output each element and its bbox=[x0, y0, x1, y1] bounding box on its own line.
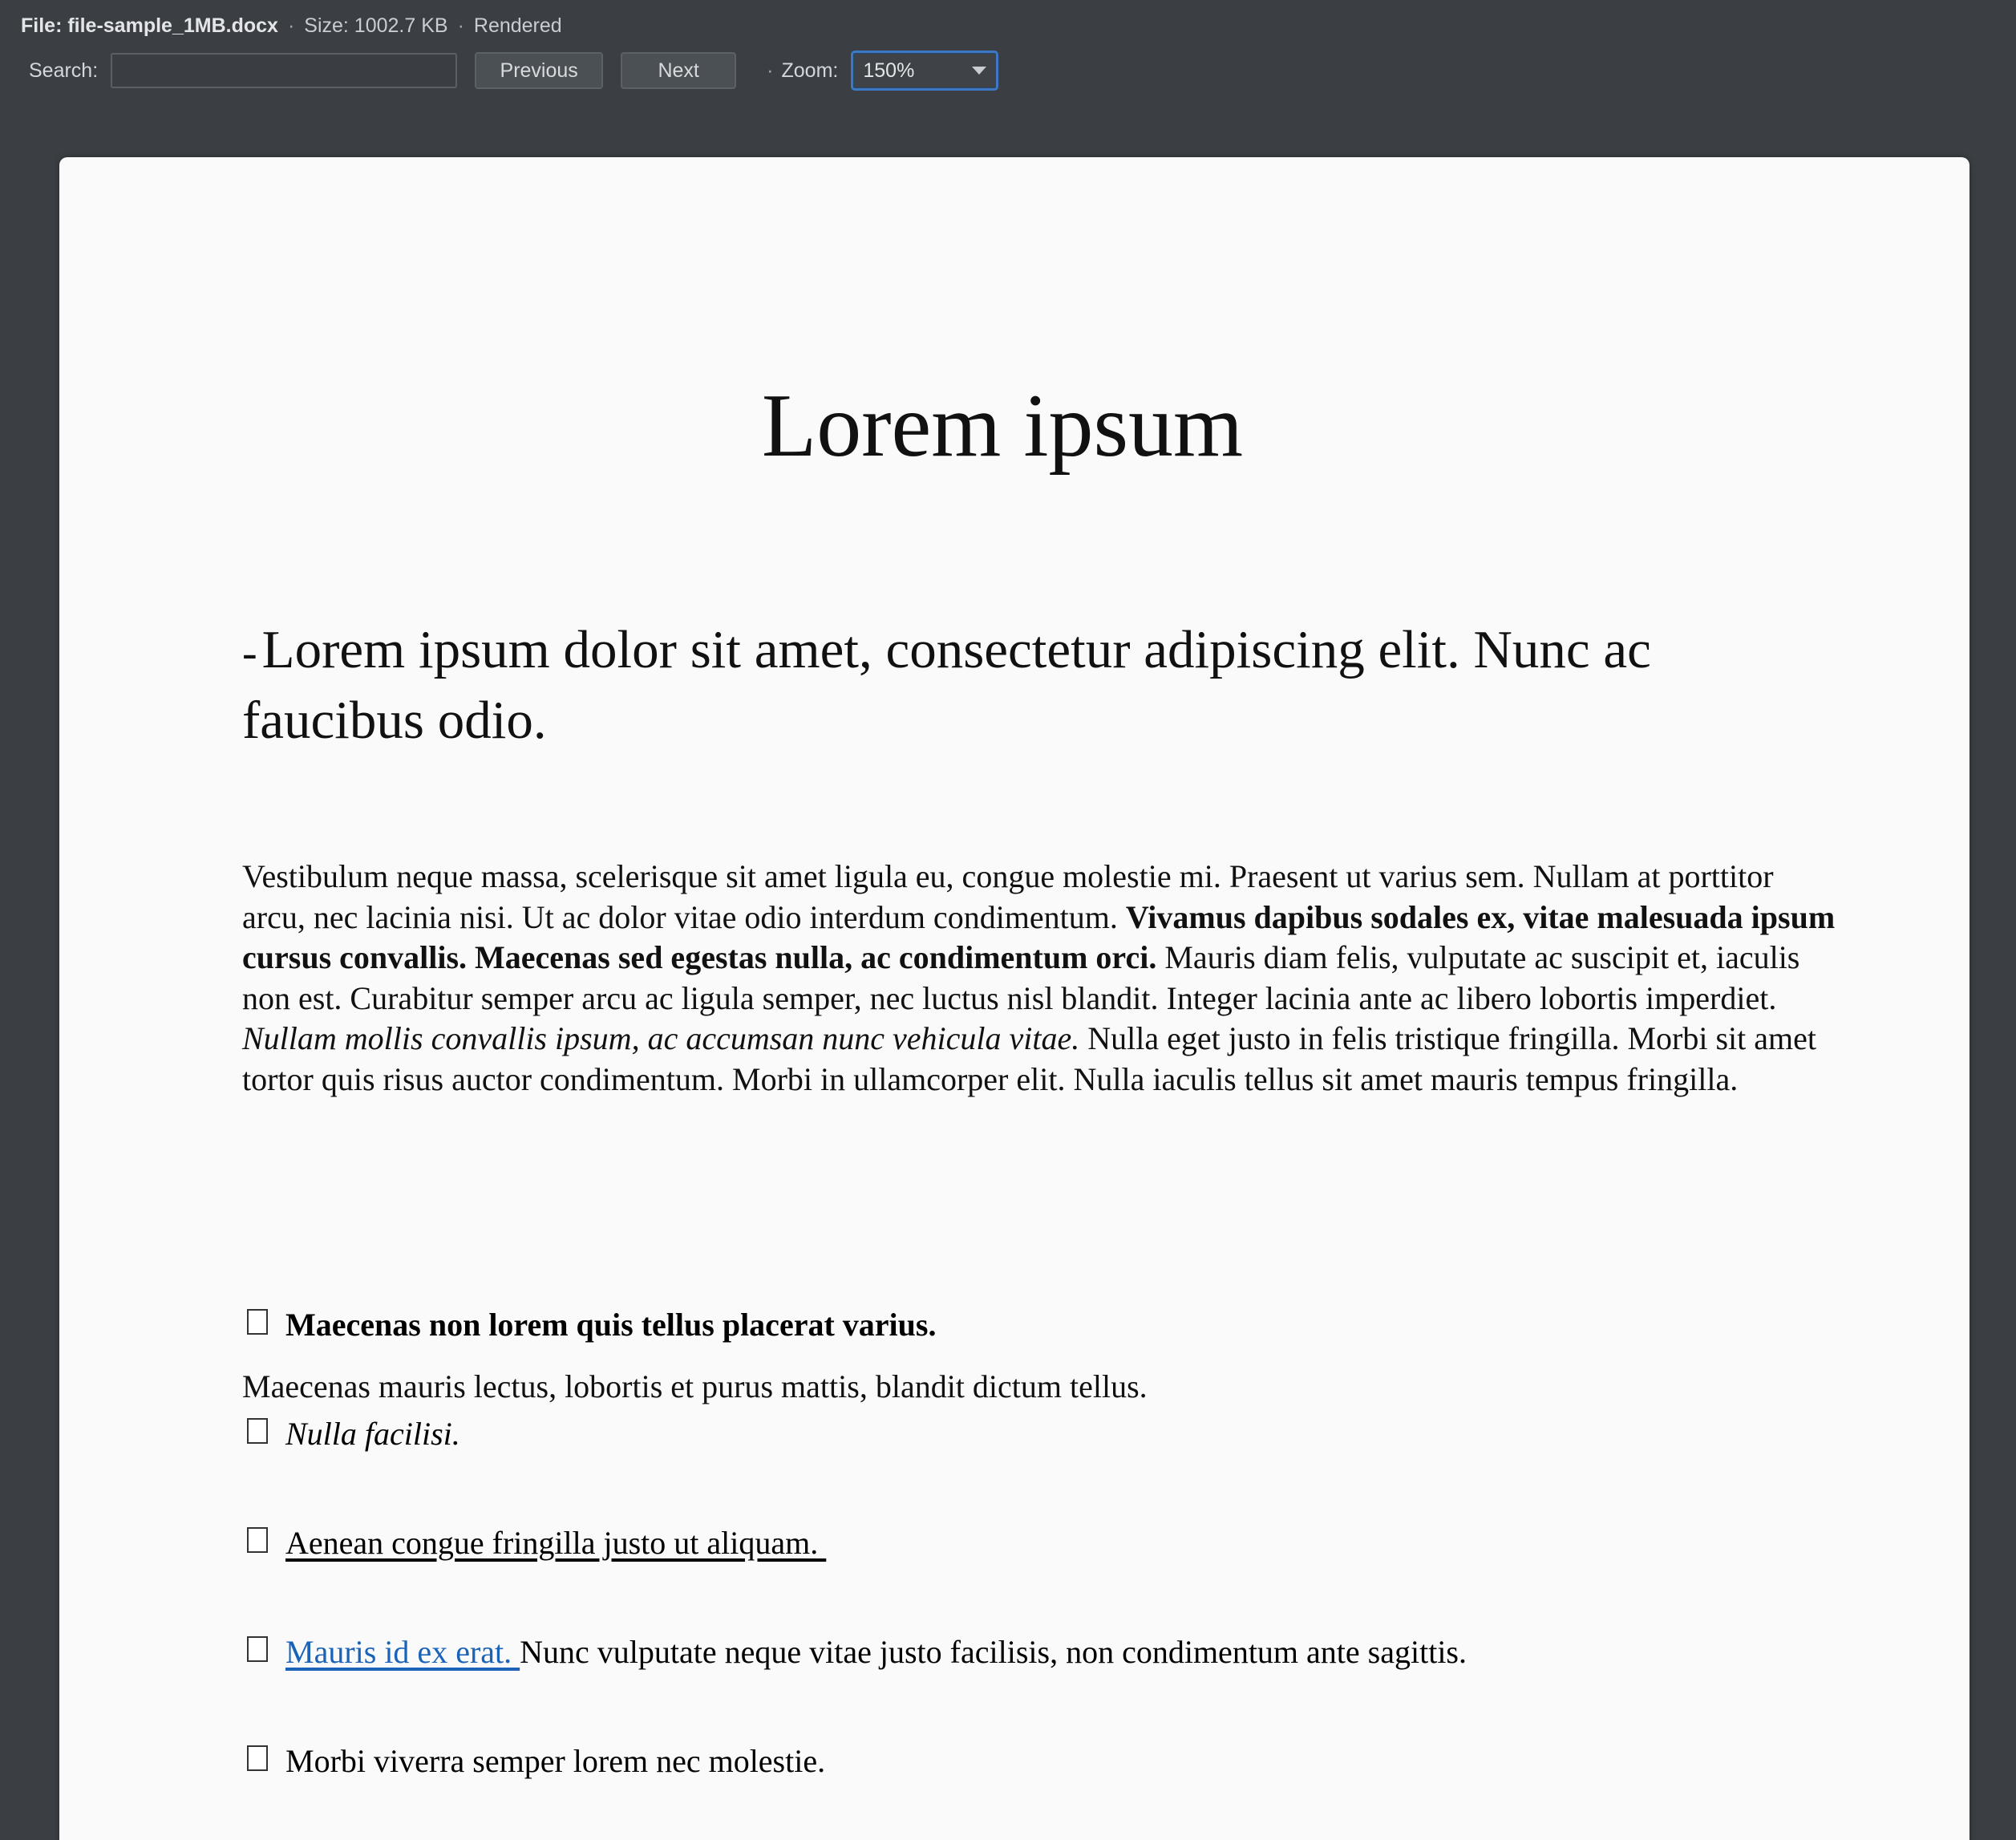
document-page[interactable] bbox=[59, 157, 1969, 1840]
chevron-down-icon bbox=[972, 67, 986, 75]
list-item-link[interactable]: Mauris id ex erat. bbox=[285, 1634, 520, 1670]
list-item bbox=[247, 1737, 825, 1785]
next-button[interactable]: Next bbox=[621, 52, 736, 89]
list-item bbox=[247, 1628, 1467, 1676]
list-item-text: Morbi viverra semper lorem nec molestie. bbox=[285, 1743, 826, 1779]
heading-bullet: - bbox=[242, 628, 257, 678]
heading-text: Lorem ipsum dolor sit amet, consectetur adipiscing elit. Nunc ac faucibus odio. bbox=[242, 620, 1651, 750]
list-item-text: Maecenas non lorem quis tellus placerat varius. bbox=[285, 1307, 937, 1343]
list-item bbox=[247, 1301, 936, 1349]
previous-button[interactable]: Previous bbox=[475, 52, 603, 89]
body-paragraph bbox=[242, 857, 1843, 1100]
list-item-text: Nulla facilisi. bbox=[285, 1416, 460, 1452]
document-heading bbox=[242, 616, 1846, 754]
list-item bbox=[247, 1410, 460, 1458]
paragraph-run: Vestibulum neque massa, scelerisque sit amet ligula eu, congue molestie mi. Praesent ut varius sem. Nullam at porttitor arcu, nec lacinia nisi. Ut ac dolor vitae odio interdum condimentum. bbox=[242, 858, 1774, 935]
search-label: Search: bbox=[29, 59, 99, 82]
checkbox-icon[interactable] bbox=[247, 1418, 268, 1444]
checkbox-icon[interactable] bbox=[247, 1745, 268, 1771]
search-input[interactable] bbox=[111, 53, 457, 88]
body-paragraph: Maecenas mauris lectus, lobortis et purus mattis, blandit dictum tellus. bbox=[242, 1368, 1148, 1404]
list-item-text: Aenean congue fringilla justo ut aliquam. bbox=[285, 1525, 827, 1561]
document-title: Lorem ipsum bbox=[761, 376, 1244, 476]
zoom-value: 150% bbox=[863, 59, 915, 82]
info-separator: · bbox=[457, 14, 464, 37]
search-toolbar bbox=[29, 50, 998, 91]
list-item bbox=[247, 1519, 826, 1567]
zoom-separator: · bbox=[767, 59, 774, 82]
zoom-select[interactable] bbox=[851, 51, 998, 91]
file-name-label: File: file-sample_1MB.docx bbox=[21, 14, 278, 37]
paragraph-run-italic: Nullam mollis convallis ipsum, ac accumsan nunc vehicula vitae. bbox=[242, 1020, 1080, 1057]
file-info-bar bbox=[21, 11, 562, 40]
zoom-label: Zoom: bbox=[781, 59, 839, 82]
info-separator: · bbox=[287, 14, 295, 37]
file-size-label: Size: 1002.7 KB bbox=[304, 14, 448, 37]
paragraph-run: Mauris diam felis, vulputate ac suscipit et, iaculis non est. Curabitur semper arcu ac ligula semper, nec luctus nisl blandit. Integer lacinia ante ac libero lobortis imperdiet. bbox=[242, 939, 1800, 1016]
render-status-label: Rendered bbox=[473, 14, 562, 37]
paragraph-run-bold: Vivamus dapibus sodales ex, vitae malesuada ipsum cursus convallis. Maecenas sed egestas nulla, ac condimentum orci. bbox=[242, 898, 1836, 976]
checkbox-icon[interactable] bbox=[247, 1636, 268, 1662]
paragraph-run: Nulla eget justo in felis tristique fringilla. Morbi sit amet tortor quis risus auctor condimentum. Morbi in ullamcorper elit. Nulla iaculis tellus sit amet mauris tempus fringilla. bbox=[242, 1020, 1816, 1097]
list-item-text: Nunc vulputate neque vitae justo facilisis, non condimentum ante sagittis. bbox=[520, 1634, 1467, 1670]
checkbox-icon[interactable] bbox=[247, 1527, 268, 1553]
checkbox-icon[interactable] bbox=[247, 1309, 268, 1335]
